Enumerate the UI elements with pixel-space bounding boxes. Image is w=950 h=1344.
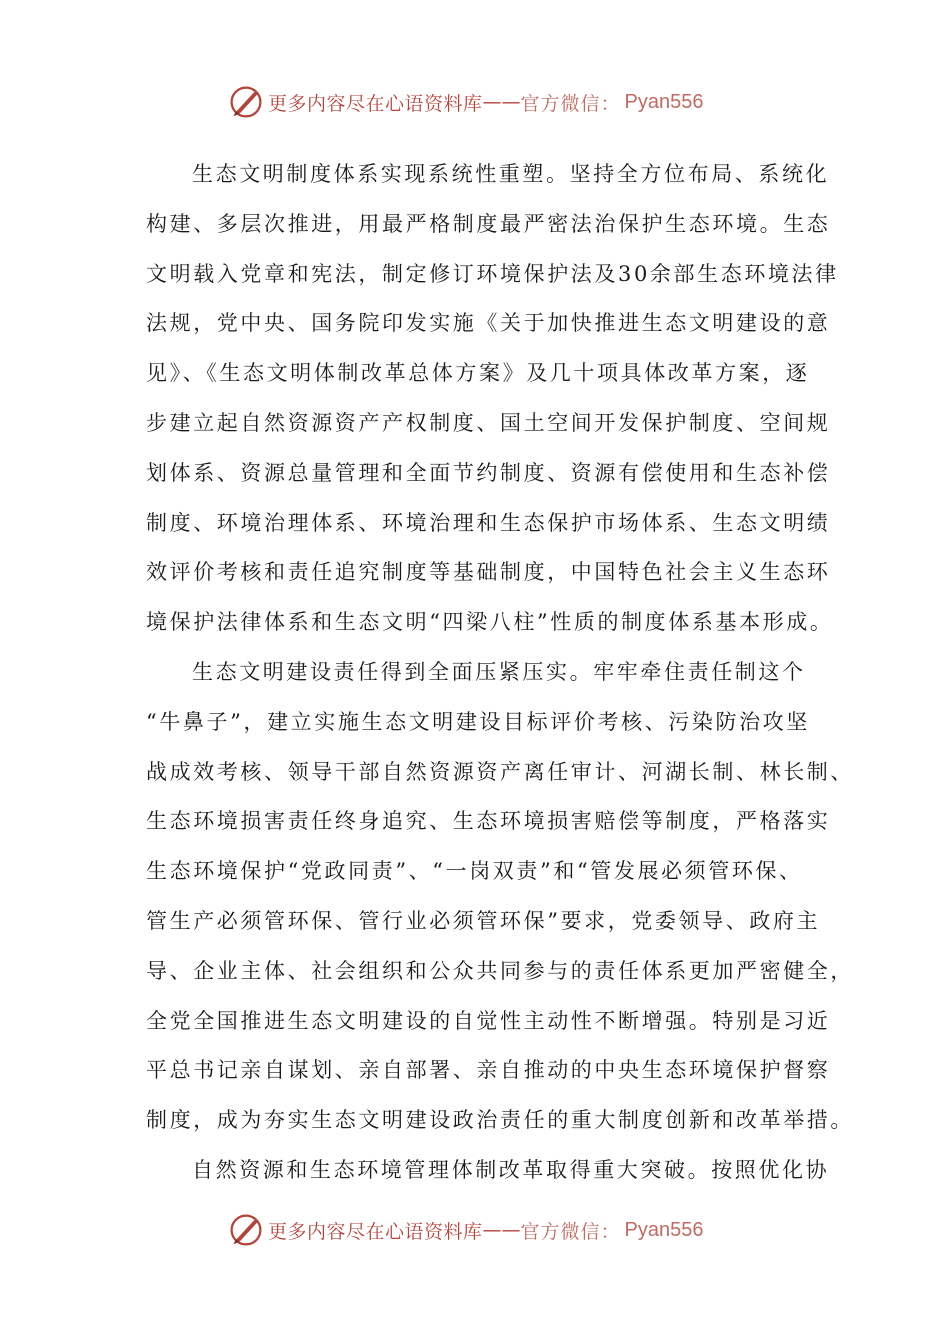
banner-dash: —— — [482, 91, 521, 113]
text-line: 生态环境损害责任终身追究、生态环境损害赔偿等制度，严格落实 — [146, 809, 831, 834]
text-line: 构建、多层次推进，用最严格制度最严密法治保护生态环境。生态 — [146, 211, 831, 236]
banner-text: 更多内容尽在心语资料库 — [268, 1220, 483, 1243]
text-line: 划体系、资源总量管理和全面节约制度、资源有偿使用和生态补偿 — [146, 460, 831, 485]
text-line: 法规，党中央、国务院印发实施《关于加快推进生态文明建设的意 — [146, 311, 831, 336]
text-line: 导、企业主体、社会组织和公众共同参与的责任体系更加严密健全， — [146, 958, 854, 983]
text-line: 管生产必须管环保、管行业必须管环保”要求，党委领导、政府主 — [146, 908, 821, 933]
text-line: 见》、《生态文明体制改革总体方案》及几十项具体改革方案，逐 — [146, 361, 810, 386]
text-line: 效评价考核和责任追究制度等基础制度，中国特色社会主义生态环 — [146, 560, 831, 585]
banner-wechat-id: Pyan556 — [624, 90, 704, 113]
text-line: 境保护法律体系和生态文明“四梁八柱”性质的制度体系基本形成。 — [146, 610, 834, 635]
text-line: 全党全国推进生态文明建设的自觉性主动性不断增强。特别是习近 — [146, 1008, 831, 1033]
text-line: 制度、环境治理体系、环境治理和生态保护市场体系、生态文明绩 — [146, 510, 831, 535]
text-line: 战成效考核、领导干部自然资源资产离任审计、河湖长制、林长制、 — [146, 759, 854, 784]
document-body — [146, 150, 854, 1196]
text-line: “牛鼻子”，建立实施生态文明建设目标评价考核、污染防治攻坚 — [146, 709, 810, 734]
text-line: 步建立起自然资源资产产权制度、国土空间开发保护制度、空间规 — [146, 410, 831, 435]
banner-wechat-label: 官方微信： — [520, 92, 621, 115]
banner-wechat-id: Pyan556 — [624, 1218, 704, 1241]
pen-logo-icon — [228, 1212, 264, 1248]
footer-banner — [228, 1210, 704, 1250]
text-line: 生态文明建设责任得到全面压紧压实。牢牢牵住责任制这个 — [192, 659, 806, 684]
banner-dash: —— — [482, 1219, 521, 1241]
header-banner — [228, 82, 704, 122]
text-line: 生态环境保护“党政同责”、“一岗双责”和“管发展必须管环保、 — [146, 859, 803, 884]
pen-logo-icon — [228, 84, 264, 120]
text-line: 制度，成为夯实生态文明建设政治责任的重大制度创新和改革举措。 — [146, 1108, 854, 1133]
banner-text: 更多内容尽在心语资料库 — [268, 92, 483, 115]
text-line: 文明载入党章和宪法，制定修订环境保护法及30余部生态环境法律 — [146, 261, 839, 286]
banner-wechat-label: 官方微信： — [520, 1220, 621, 1243]
text-line: 平总书记亲自谋划、亲自部署、亲自推动的中央生态环境保护督察 — [146, 1058, 831, 1083]
text-line: 自然资源和生态环境管理体制改革取得重大突破。按照优化协 — [192, 1157, 830, 1182]
text-line: 生态文明制度体系实现系统性重塑。坚持全方位布局、系统化 — [192, 162, 830, 186]
